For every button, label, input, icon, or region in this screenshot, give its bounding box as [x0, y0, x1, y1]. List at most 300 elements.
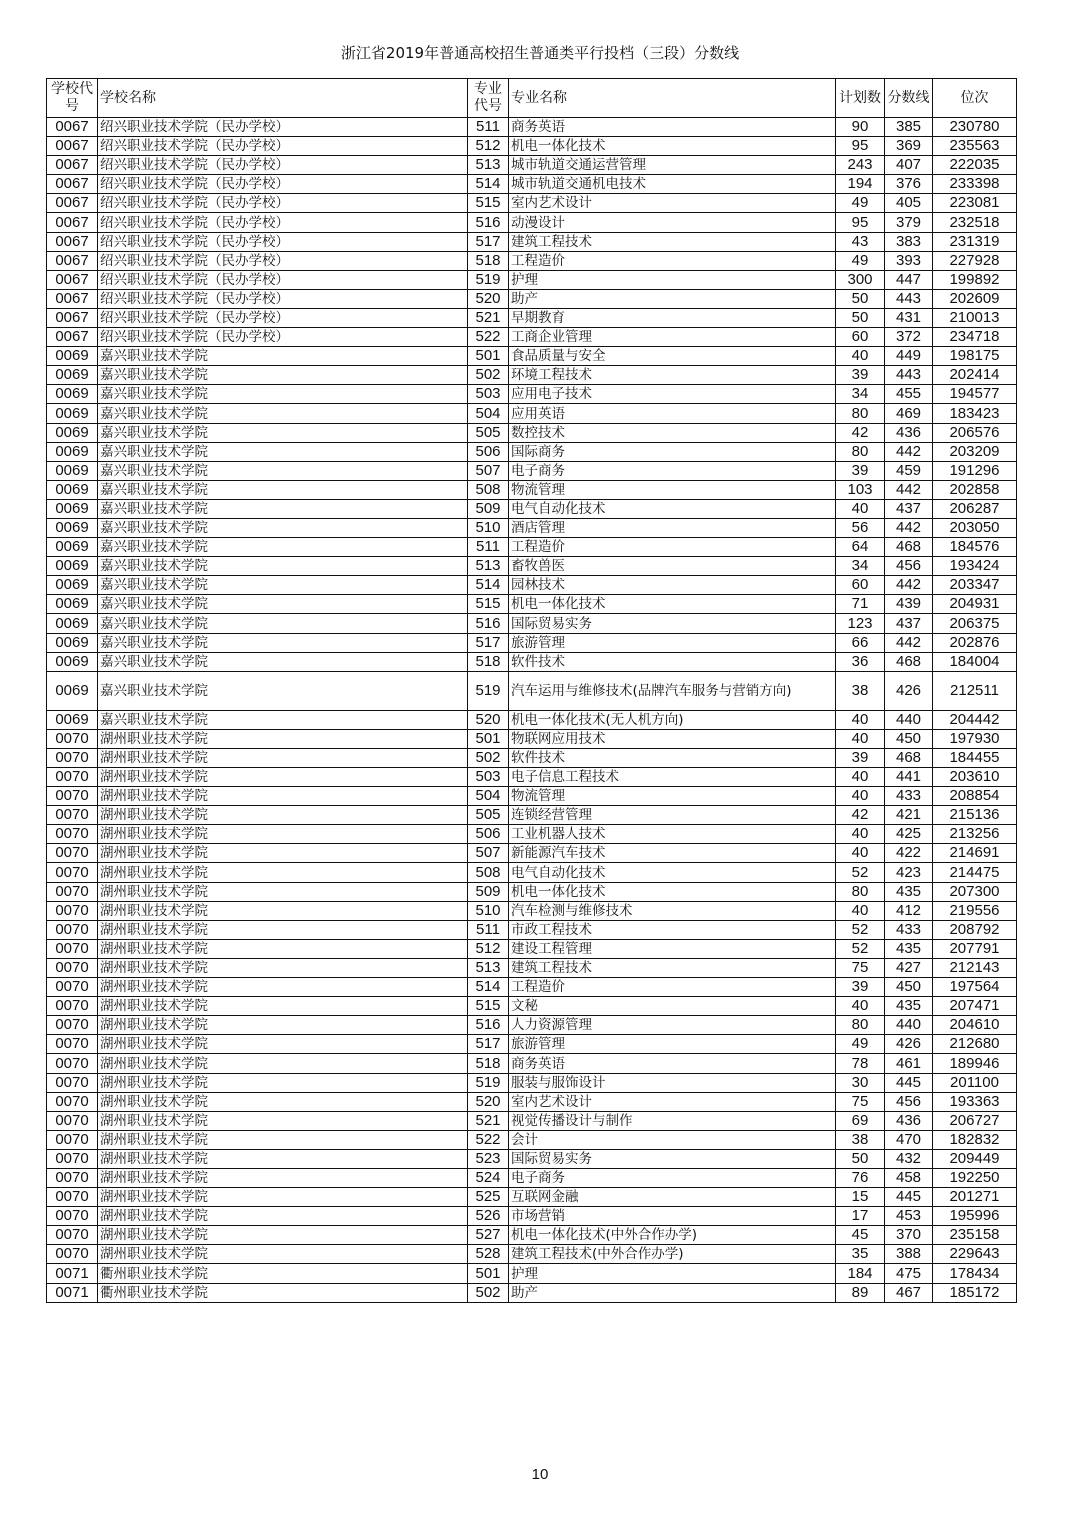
score-cell: 442 [885, 518, 933, 537]
school-name-cell: 绍兴职业技术学院（民办学校） [98, 194, 468, 213]
school-code-cell: 0067 [47, 251, 98, 270]
school-code-cell: 0069 [47, 614, 98, 633]
school-name-cell: 湖州职业技术学院 [98, 1054, 468, 1073]
plan-cell: 40 [836, 710, 885, 729]
school-name-cell: 嘉兴职业技术学院 [98, 366, 468, 385]
major-code-cell: 516 [468, 614, 509, 633]
plan-cell: 56 [836, 518, 885, 537]
major-code-cell: 511 [468, 538, 509, 557]
school-name-cell: 嘉兴职业技术学院 [98, 347, 468, 366]
plan-cell: 243 [836, 156, 885, 175]
school-name-cell: 湖州职业技术学院 [98, 768, 468, 787]
table-row [47, 1149, 1017, 1168]
major-code-cell: 514 [468, 576, 509, 595]
table-row [47, 1092, 1017, 1111]
rank-cell: 202414 [933, 366, 1017, 385]
school-code-cell: 0070 [47, 1207, 98, 1226]
major-code-cell: 502 [468, 366, 509, 385]
major-name-cell: 早期教育 [509, 308, 836, 327]
school-name-cell: 湖州职业技术学院 [98, 806, 468, 825]
rank-cell: 203610 [933, 768, 1017, 787]
school-name-cell: 嘉兴职业技术学院 [98, 385, 468, 404]
plan-cell: 103 [836, 480, 885, 499]
major-name-cell: 机电一体化技术(中外合作办学) [509, 1226, 836, 1245]
table-row [47, 1073, 1017, 1092]
rank-cell: 215136 [933, 806, 1017, 825]
school-name-cell: 嘉兴职业技术学院 [98, 442, 468, 461]
major-name-cell: 室内艺术设计 [509, 1092, 836, 1111]
rank-cell: 222035 [933, 156, 1017, 175]
major-name-cell: 工程造价 [509, 538, 836, 557]
score-cell: 435 [885, 939, 933, 958]
plan-cell: 80 [836, 882, 885, 901]
major-code-cell: 522 [468, 328, 509, 347]
table-row [47, 347, 1017, 366]
score-cell: 475 [885, 1264, 933, 1283]
school-name-cell: 嘉兴职业技术学院 [98, 461, 468, 480]
school-code-cell: 0069 [47, 480, 98, 499]
major-name-cell: 新能源汽车技术 [509, 844, 836, 863]
school-code-cell: 0070 [47, 1245, 98, 1264]
major-code-cell: 517 [468, 633, 509, 652]
plan-cell: 78 [836, 1054, 885, 1073]
school-name-cell: 嘉兴职业技术学院 [98, 652, 468, 671]
major-name-cell: 助产 [509, 289, 836, 308]
rank-cell: 207471 [933, 997, 1017, 1016]
school-name-cell: 湖州职业技术学院 [98, 1245, 468, 1264]
major-name-cell: 建筑工程技术 [509, 232, 836, 251]
major-name-cell: 建筑工程技术(中外合作办学) [509, 1245, 836, 1264]
table-row [47, 1130, 1017, 1149]
score-cell: 468 [885, 652, 933, 671]
score-cell: 440 [885, 710, 933, 729]
rank-cell: 203347 [933, 576, 1017, 595]
plan-cell: 60 [836, 328, 885, 347]
major-name-cell: 机电一体化技术 [509, 137, 836, 156]
score-cell: 436 [885, 423, 933, 442]
school-name-cell: 湖州职业技术学院 [98, 920, 468, 939]
score-cell: 412 [885, 901, 933, 920]
table-row [47, 576, 1017, 595]
school-name-cell: 嘉兴职业技术学院 [98, 633, 468, 652]
school-name-cell: 绍兴职业技术学院（民办学校） [98, 175, 468, 194]
rank-cell: 212511 [933, 671, 1017, 710]
table-row [47, 825, 1017, 844]
score-cell: 442 [885, 442, 933, 461]
score-cell: 441 [885, 768, 933, 787]
score-cell: 425 [885, 825, 933, 844]
rank-cell: 219556 [933, 901, 1017, 920]
major-name-cell: 工程造价 [509, 251, 836, 270]
major-name-cell: 工商企业管理 [509, 328, 836, 347]
plan-cell: 39 [836, 978, 885, 997]
school-name-cell: 湖州职业技术学院 [98, 863, 468, 882]
header-major-name: 专业名称 [509, 79, 836, 118]
rank-cell: 234718 [933, 328, 1017, 347]
plan-cell: 49 [836, 194, 885, 213]
plan-cell: 194 [836, 175, 885, 194]
rank-cell: 204610 [933, 1016, 1017, 1035]
major-code-cell: 506 [468, 442, 509, 461]
major-name-cell: 国际贸易实务 [509, 614, 836, 633]
major-code-cell: 513 [468, 958, 509, 977]
rank-cell: 193363 [933, 1092, 1017, 1111]
major-code-cell: 520 [468, 710, 509, 729]
plan-cell: 95 [836, 213, 885, 232]
school-code-cell: 0070 [47, 997, 98, 1016]
score-cell: 453 [885, 1207, 933, 1226]
table-row [47, 882, 1017, 901]
table-row [47, 1283, 1017, 1302]
rank-cell: 227928 [933, 251, 1017, 270]
major-name-cell: 电子商务 [509, 1168, 836, 1187]
score-cell: 433 [885, 787, 933, 806]
major-code-cell: 511 [468, 118, 509, 137]
school-code-cell: 0070 [47, 1226, 98, 1245]
plan-cell: 49 [836, 251, 885, 270]
major-code-cell: 512 [468, 137, 509, 156]
major-code-cell: 516 [468, 1016, 509, 1035]
major-name-cell: 机电一体化技术 [509, 595, 836, 614]
plan-cell: 71 [836, 595, 885, 614]
plan-cell: 80 [836, 404, 885, 423]
major-code-cell: 501 [468, 729, 509, 748]
school-code-cell: 0069 [47, 557, 98, 576]
school-name-cell: 嘉兴职业技术学院 [98, 538, 468, 557]
plan-cell: 40 [836, 787, 885, 806]
table-row [47, 748, 1017, 767]
school-code-cell: 0069 [47, 423, 98, 442]
rank-cell: 231319 [933, 232, 1017, 251]
rank-cell: 204442 [933, 710, 1017, 729]
major-name-cell: 机电一体化技术 [509, 882, 836, 901]
school-code-cell: 0070 [47, 1168, 98, 1187]
plan-cell: 45 [836, 1226, 885, 1245]
major-name-cell: 护理 [509, 1264, 836, 1283]
score-cell: 440 [885, 1016, 933, 1035]
major-name-cell: 市政工程技术 [509, 920, 836, 939]
school-name-cell: 湖州职业技术学院 [98, 939, 468, 958]
major-code-cell: 504 [468, 787, 509, 806]
school-name-cell: 嘉兴职业技术学院 [98, 595, 468, 614]
table-row [47, 289, 1017, 308]
major-name-cell: 汽车运用与维修技术(品牌汽车服务与营销方向) [509, 671, 836, 710]
table-row [47, 538, 1017, 557]
rank-cell: 203209 [933, 442, 1017, 461]
table-row [47, 1264, 1017, 1283]
table-row [47, 958, 1017, 977]
table-header-row [47, 79, 1017, 118]
school-code-cell: 0067 [47, 156, 98, 175]
major-name-cell: 旅游管理 [509, 633, 836, 652]
school-name-cell: 湖州职业技术学院 [98, 978, 468, 997]
table-row [47, 1207, 1017, 1226]
major-code-cell: 507 [468, 844, 509, 863]
major-name-cell: 软件技术 [509, 748, 836, 767]
table-row [47, 901, 1017, 920]
major-name-cell: 电子信息工程技术 [509, 768, 836, 787]
school-name-cell: 湖州职业技术学院 [98, 1130, 468, 1149]
school-code-cell: 0070 [47, 1092, 98, 1111]
school-name-cell: 湖州职业技术学院 [98, 787, 468, 806]
rank-cell: 206375 [933, 614, 1017, 633]
school-code-cell: 0069 [47, 652, 98, 671]
table-row [47, 385, 1017, 404]
school-code-cell: 0069 [47, 538, 98, 557]
school-name-cell: 嘉兴职业技术学院 [98, 614, 468, 633]
score-cell: 376 [885, 175, 933, 194]
plan-cell: 75 [836, 958, 885, 977]
school-name-cell: 嘉兴职业技术学院 [98, 480, 468, 499]
score-cell: 431 [885, 308, 933, 327]
score-cell: 447 [885, 270, 933, 289]
major-code-cell: 519 [468, 671, 509, 710]
score-cell: 405 [885, 194, 933, 213]
table-row [47, 652, 1017, 671]
major-code-cell: 513 [468, 156, 509, 175]
major-name-cell: 建筑工程技术 [509, 958, 836, 977]
school-name-cell: 衢州职业技术学院 [98, 1283, 468, 1302]
school-code-cell: 0070 [47, 939, 98, 958]
major-name-cell: 应用英语 [509, 404, 836, 423]
rank-cell: 223081 [933, 194, 1017, 213]
major-name-cell: 互联网金融 [509, 1188, 836, 1207]
school-code-cell: 0069 [47, 404, 98, 423]
major-code-cell: 528 [468, 1245, 509, 1264]
rank-cell: 230780 [933, 118, 1017, 137]
major-code-cell: 515 [468, 997, 509, 1016]
major-name-cell: 市场营销 [509, 1207, 836, 1226]
header-school-name: 学校名称 [98, 79, 468, 118]
rank-cell: 212680 [933, 1035, 1017, 1054]
school-code-cell: 0070 [47, 1016, 98, 1035]
score-table [46, 78, 1017, 1303]
school-name-cell: 嘉兴职业技术学院 [98, 671, 468, 710]
major-code-cell: 508 [468, 480, 509, 499]
score-cell: 442 [885, 480, 933, 499]
school-name-cell: 嘉兴职业技术学院 [98, 710, 468, 729]
rank-cell: 198175 [933, 347, 1017, 366]
header-score: 分数线 [885, 79, 933, 118]
score-cell: 442 [885, 633, 933, 652]
rank-cell: 203050 [933, 518, 1017, 537]
rank-cell: 233398 [933, 175, 1017, 194]
school-name-cell: 湖州职业技术学院 [98, 1092, 468, 1111]
school-code-cell: 0070 [47, 958, 98, 977]
major-code-cell: 517 [468, 232, 509, 251]
plan-cell: 184 [836, 1264, 885, 1283]
table-row [47, 518, 1017, 537]
score-cell: 468 [885, 748, 933, 767]
score-cell: 445 [885, 1073, 933, 1092]
major-code-cell: 513 [468, 557, 509, 576]
score-cell: 459 [885, 461, 933, 480]
score-cell: 407 [885, 156, 933, 175]
score-cell: 445 [885, 1188, 933, 1207]
plan-cell: 49 [836, 1035, 885, 1054]
table-row [47, 920, 1017, 939]
plan-cell: 40 [836, 768, 885, 787]
school-code-cell: 0070 [47, 787, 98, 806]
major-code-cell: 509 [468, 882, 509, 901]
rank-cell: 197564 [933, 978, 1017, 997]
document-title: 浙江省2019年普通高校招生普通类平行投档（三段）分数线 [340, 44, 740, 62]
major-name-cell: 物联网应用技术 [509, 729, 836, 748]
major-code-cell: 519 [468, 270, 509, 289]
school-code-cell: 0070 [47, 1130, 98, 1149]
table-row [47, 806, 1017, 825]
major-code-cell: 516 [468, 213, 509, 232]
school-code-cell: 0070 [47, 768, 98, 787]
major-code-cell: 518 [468, 1054, 509, 1073]
major-code-cell: 527 [468, 1226, 509, 1245]
plan-cell: 40 [836, 825, 885, 844]
rank-cell: 191296 [933, 461, 1017, 480]
score-cell: 439 [885, 595, 933, 614]
school-code-cell: 0069 [47, 499, 98, 518]
school-name-cell: 绍兴职业技术学院（民办学校） [98, 308, 468, 327]
major-code-cell: 505 [468, 806, 509, 825]
rank-cell: 235563 [933, 137, 1017, 156]
major-name-cell: 护理 [509, 270, 836, 289]
table-row [47, 308, 1017, 327]
rank-cell: 202609 [933, 289, 1017, 308]
plan-cell: 39 [836, 461, 885, 480]
major-code-cell: 518 [468, 251, 509, 270]
score-cell: 467 [885, 1283, 933, 1302]
school-code-cell: 0067 [47, 118, 98, 137]
table-row [47, 137, 1017, 156]
major-name-cell: 会计 [509, 1130, 836, 1149]
major-code-cell: 525 [468, 1188, 509, 1207]
school-name-cell: 湖州职业技术学院 [98, 844, 468, 863]
school-code-cell: 0067 [47, 232, 98, 251]
rank-cell: 207300 [933, 882, 1017, 901]
score-cell: 435 [885, 882, 933, 901]
score-cell: 385 [885, 118, 933, 137]
score-cell: 372 [885, 328, 933, 347]
major-code-cell: 523 [468, 1149, 509, 1168]
score-cell: 421 [885, 806, 933, 825]
major-code-cell: 520 [468, 289, 509, 308]
major-name-cell: 电气自动化技术 [509, 863, 836, 882]
school-code-cell: 0069 [47, 576, 98, 595]
major-code-cell: 506 [468, 825, 509, 844]
plan-cell: 40 [836, 844, 885, 863]
score-cell: 435 [885, 997, 933, 1016]
score-cell: 443 [885, 289, 933, 308]
rank-cell: 204931 [933, 595, 1017, 614]
school-name-cell: 绍兴职业技术学院（民办学校） [98, 328, 468, 347]
school-code-cell: 0070 [47, 920, 98, 939]
major-code-cell: 510 [468, 901, 509, 920]
plan-cell: 35 [836, 1245, 885, 1264]
school-name-cell: 湖州职业技术学院 [98, 997, 468, 1016]
table-row [47, 423, 1017, 442]
plan-cell: 50 [836, 308, 885, 327]
score-cell: 433 [885, 920, 933, 939]
major-name-cell: 电气自动化技术 [509, 499, 836, 518]
major-name-cell: 电子商务 [509, 461, 836, 480]
school-code-cell: 0070 [47, 1073, 98, 1092]
major-code-cell: 517 [468, 1035, 509, 1054]
school-code-cell: 0070 [47, 844, 98, 863]
major-code-cell: 524 [468, 1168, 509, 1187]
major-name-cell: 食品质量与安全 [509, 347, 836, 366]
major-name-cell: 机电一体化技术(无人机方向) [509, 710, 836, 729]
table-row [47, 939, 1017, 958]
school-code-cell: 0069 [47, 595, 98, 614]
rank-cell: 235158 [933, 1226, 1017, 1245]
score-cell: 468 [885, 538, 933, 557]
major-name-cell: 物流管理 [509, 480, 836, 499]
rank-cell: 192250 [933, 1168, 1017, 1187]
score-cell: 422 [885, 844, 933, 863]
plan-cell: 40 [836, 499, 885, 518]
rank-cell: 189946 [933, 1054, 1017, 1073]
rank-cell: 184455 [933, 748, 1017, 767]
rank-cell: 185172 [933, 1283, 1017, 1302]
school-code-cell: 0067 [47, 137, 98, 156]
plan-cell: 15 [836, 1188, 885, 1207]
plan-cell: 123 [836, 614, 885, 633]
school-code-cell: 0067 [47, 213, 98, 232]
plan-cell: 76 [836, 1168, 885, 1187]
plan-cell: 34 [836, 557, 885, 576]
major-code-cell: 508 [468, 863, 509, 882]
rank-cell: 182832 [933, 1130, 1017, 1149]
plan-cell: 38 [836, 671, 885, 710]
school-code-cell: 0070 [47, 825, 98, 844]
major-code-cell: 521 [468, 308, 509, 327]
school-code-cell: 0069 [47, 347, 98, 366]
rank-cell: 184004 [933, 652, 1017, 671]
plan-cell: 40 [836, 997, 885, 1016]
major-name-cell: 应用电子技术 [509, 385, 836, 404]
major-name-cell: 国际商务 [509, 442, 836, 461]
rank-cell: 213256 [933, 825, 1017, 844]
school-name-cell: 湖州职业技术学院 [98, 1073, 468, 1092]
major-code-cell: 507 [468, 461, 509, 480]
school-name-cell: 湖州职业技术学院 [98, 1168, 468, 1187]
score-cell: 393 [885, 251, 933, 270]
score-cell: 450 [885, 729, 933, 748]
major-code-cell: 501 [468, 1264, 509, 1283]
rank-cell: 197930 [933, 729, 1017, 748]
major-code-cell: 526 [468, 1207, 509, 1226]
major-name-cell: 服装与服饰设计 [509, 1073, 836, 1092]
score-cell: 423 [885, 863, 933, 882]
plan-cell: 60 [836, 576, 885, 595]
plan-cell: 34 [836, 385, 885, 404]
table-row [47, 194, 1017, 213]
major-name-cell: 酒店管理 [509, 518, 836, 537]
plan-cell: 300 [836, 270, 885, 289]
school-name-cell: 湖州职业技术学院 [98, 748, 468, 767]
major-name-cell: 物流管理 [509, 787, 836, 806]
major-name-cell: 视觉传播设计与制作 [509, 1111, 836, 1130]
major-name-cell: 环境工程技术 [509, 366, 836, 385]
score-cell: 450 [885, 978, 933, 997]
major-code-cell: 503 [468, 385, 509, 404]
school-name-cell: 绍兴职业技术学院（民办学校） [98, 213, 468, 232]
school-code-cell: 0069 [47, 710, 98, 729]
score-cell: 427 [885, 958, 933, 977]
table-row [47, 557, 1017, 576]
major-code-cell: 515 [468, 595, 509, 614]
school-code-cell: 0070 [47, 1149, 98, 1168]
school-code-cell: 0070 [47, 978, 98, 997]
